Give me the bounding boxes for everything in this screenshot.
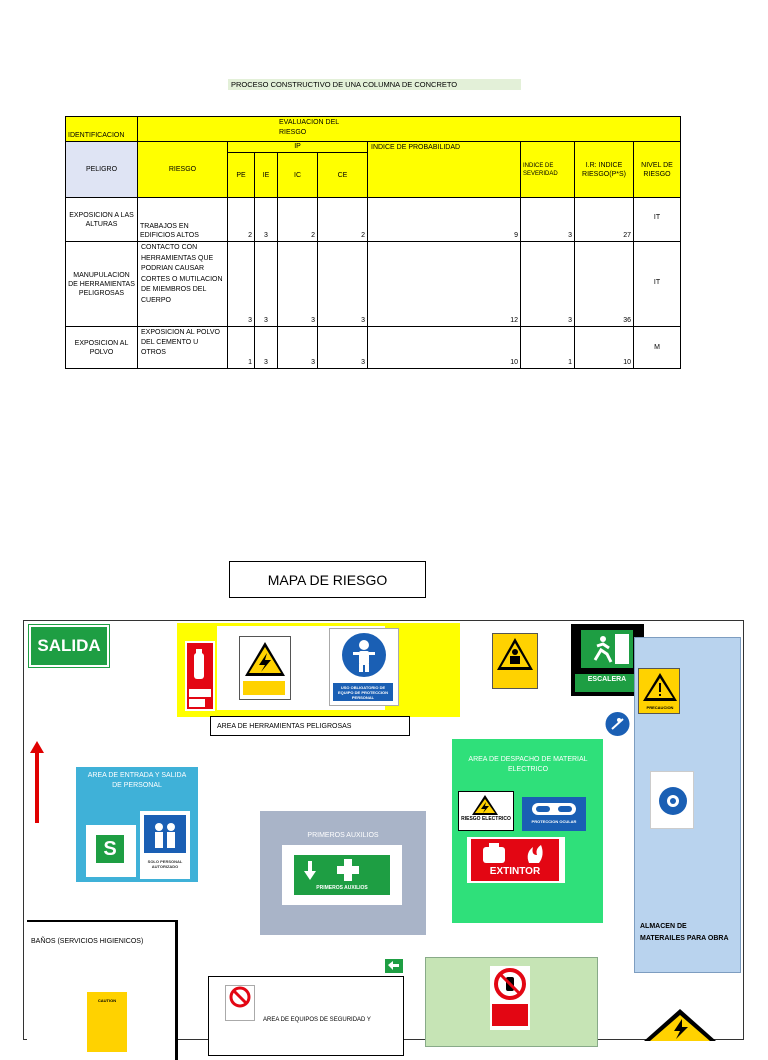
zone-equipos <box>208 976 404 1056</box>
row3-ir: 10 <box>574 326 634 369</box>
row3-ic: 3 <box>277 326 318 369</box>
eye-protection-sign <box>522 797 586 831</box>
ppe-mandatory-label: USO OBLIGATORIO DE EQUIPO DE PROTECCION PERSONAL <box>333 683 393 701</box>
eye-protection-label: PROTECCION OCULAR <box>531 819 577 824</box>
row3-nivel: M <box>633 326 681 369</box>
mandatory-small-sign <box>604 711 631 759</box>
first-aid-s-sign <box>86 825 136 877</box>
fire-extinguisher-icon <box>185 641 215 711</box>
header-evaluacion <box>137 116 681 142</box>
header-ip: IP <box>227 141 368 153</box>
row3-ie: 3 <box>254 326 278 369</box>
electrical-hazard-icon <box>244 641 286 677</box>
header-riesgo: RIESGO <box>137 141 228 198</box>
row1-ir: 27 <box>574 197 634 242</box>
first-aid-sign-label: PRIMEROS AUXILIOS <box>316 885 368 891</box>
row2-prob: 12 <box>367 241 521 327</box>
first-aid-sign <box>282 845 402 905</box>
solo-personal-label-1: SOLO PERSONAL AUTORIZADO <box>147 859 183 869</box>
row1-nivel: IT <box>633 197 681 242</box>
row2-riesgo: CONTACTO CON HERRAMIENTAS QUE PODRIAN CAUSAR CORTES O MUTILACION DE MIEMBROS DEL CUERPO <box>137 241 228 327</box>
extintor-sign <box>467 837 565 883</box>
row1-ic: 2 <box>277 197 318 242</box>
row1-pe: 2 <box>227 197 255 242</box>
salida-sign: SALIDA <box>29 625 109 667</box>
header-indice-probabilidad: INDICE DE PROBABILIDAD <box>367 141 521 198</box>
row2-pe: 3 <box>227 241 255 327</box>
area-equipos-label: AREA DE EQUIPOS DE SEGURIDAD Y <box>263 1017 371 1023</box>
almacen-label: ALMACEN DE MATERAILES PARA OBRA <box>640 923 729 942</box>
zone-entrada <box>76 767 198 882</box>
precaucion-label: PRECAUCION <box>646 705 674 710</box>
precaucion-sign <box>638 668 680 714</box>
ppe-mandatory-sign <box>329 628 399 706</box>
zone-green <box>425 957 598 1047</box>
header-pe: PE <box>227 152 255 198</box>
row3-prob: 10 <box>367 326 521 369</box>
warning-icon <box>642 672 678 702</box>
extintor-label: EXTINTOR <box>489 866 541 877</box>
herramientas-sign-panel <box>217 626 388 710</box>
men-at-work-sign <box>492 633 538 689</box>
row2-peligro: MANUPULACION DE HERRAMIENTAS PELIGROSAS <box>65 241 138 327</box>
row3-peligro: EXPOSICION AL POLVO <box>65 326 138 369</box>
banos-label: BAÑOS (SERVICIOS HIGIENICOS) <box>31 938 144 945</box>
row3-riesgo: EXPOSICION AL POLVO DEL CEMENTO U OTROS <box>137 326 228 369</box>
exit-arrow-icon <box>30 741 44 823</box>
riesgo-electrico-label: RIESGO ELECTRICO <box>461 816 511 822</box>
header-ce: CE <box>317 152 368 198</box>
solo-personal-sign-2 <box>490 966 530 1030</box>
header-identificacion: IDENTIFICACION <box>65 116 138 142</box>
evaluacion-line1: EVALUACION DEL <box>279 119 340 126</box>
stop-hand-icon <box>494 968 526 1000</box>
caution-wet-floor-sign <box>87 992 127 1052</box>
row2-nivel: IT <box>633 241 681 327</box>
evaluacion-line2: RIESGO <box>279 129 307 136</box>
area-entrada-label: AREA DE ENTRADA Y SALIDA DE PERSONAL <box>87 772 187 789</box>
small-exit-sign <box>385 959 403 973</box>
exit-arrow-small-icon <box>385 959 403 973</box>
row1-prob: 9 <box>367 197 521 242</box>
row1-ie: 3 <box>254 197 278 242</box>
row3-sev: 1 <box>520 326 575 369</box>
row2-ir: 36 <box>574 241 634 327</box>
solo-personal-sign <box>140 811 190 879</box>
row3-ce: 3 <box>317 326 368 369</box>
row2-sev: 3 <box>520 241 575 327</box>
prohibited-icon <box>226 986 254 1008</box>
goggles-icon <box>530 799 578 819</box>
zone-primeros-auxilios <box>260 811 426 935</box>
header-nivel-riesgo: NIVEL DE RIESGO <box>633 141 681 198</box>
header-ie: IE <box>254 152 278 198</box>
men-at-work-icon <box>496 637 534 671</box>
zone-banos <box>27 920 178 1060</box>
row2-ic: 3 <box>277 241 318 327</box>
row3-pe: 1 <box>227 326 255 369</box>
no-entry-sign <box>225 985 255 1021</box>
riesgo-electrico-sign <box>458 791 514 831</box>
ppe-person-icon <box>341 632 387 678</box>
high-voltage-icon <box>642 1007 718 1041</box>
risk-map <box>23 620 744 1040</box>
header-indice-severidad: INDICE DE SEVERIDAD <box>520 141 575 198</box>
first-aid-cross-icon <box>294 855 390 885</box>
row2-ie: 3 <box>254 241 278 327</box>
area-herramientas-label: AREA DE HERRAMIENTAS PELIGROSAS <box>210 716 410 736</box>
header-indice-riesgo: I.R: INDICE RIESGO(P*S) <box>574 141 634 198</box>
harness-icon <box>604 711 631 737</box>
row2-ce: 3 <box>317 241 368 327</box>
running-exit-icon <box>581 630 633 668</box>
personnel-icon <box>144 815 186 853</box>
electrical-hazard-sign <box>239 636 291 700</box>
extinguisher-flame-icon <box>475 843 555 865</box>
row1-ce: 2 <box>317 197 368 242</box>
primeros-auxilios-zone-label: PRIMEROS AUXILIOS <box>307 832 379 839</box>
fire-extinguisher-sign <box>185 641 215 711</box>
ear-protection-sign <box>650 771 694 829</box>
s-letter-icon: S <box>96 835 124 863</box>
area-despacho-label: AREA DE DESPACHO DE MATERIAL ELECTRICO <box>468 756 588 773</box>
header-ic: IC <box>277 152 318 198</box>
document-title: PROCESO CONSTRUCTIVO DE UNA COLUMNA DE CONCRETO <box>228 79 521 90</box>
caution-label: CAUTION <box>97 998 117 1003</box>
map-title: MAPA DE RIESGO <box>229 561 426 598</box>
row1-sev: 3 <box>520 197 575 242</box>
header-peligro: PELIGRO <box>65 141 138 198</box>
escalera-label: ESCALERA <box>575 674 639 692</box>
row1-peligro: EXPOSICION A LAS ALTURAS <box>65 197 138 242</box>
ear-protection-icon <box>658 786 688 816</box>
electrical-warning-icon <box>471 794 499 816</box>
zone-despacho <box>452 739 603 923</box>
row1-riesgo: TRABAJOS EN EDIFICIOS ALTOS <box>137 197 228 242</box>
